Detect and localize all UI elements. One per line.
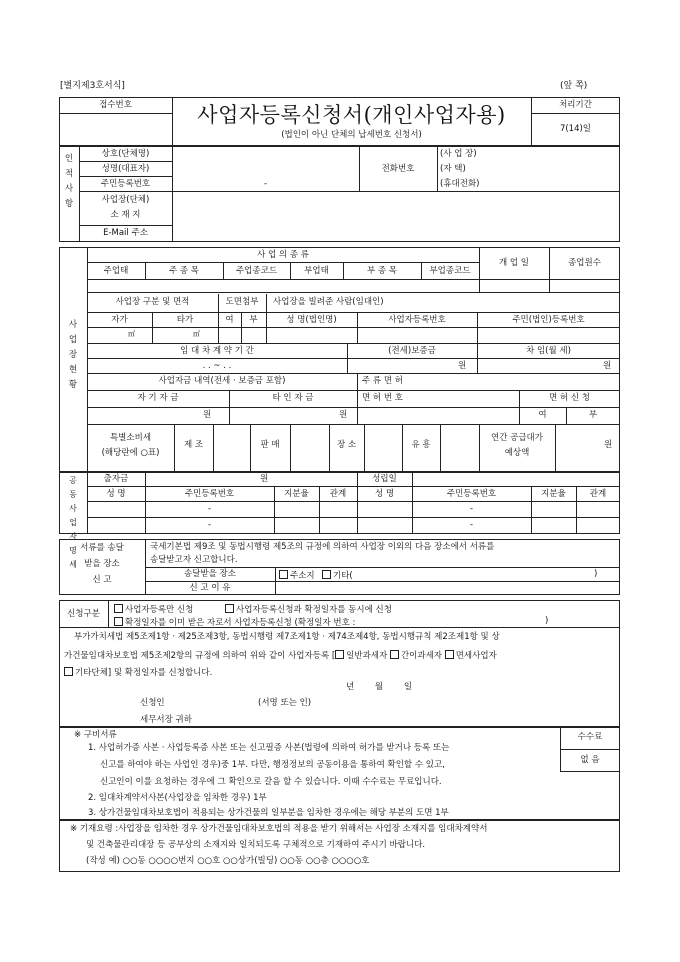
borrowed-won[interactable]: 원: [339, 410, 348, 420]
special-tax-sub: (해당란에 ○표): [101, 448, 160, 458]
fee-value: 없 음: [580, 755, 600, 765]
joint-rrn-dash-1[interactable]: -: [207, 504, 212, 514]
note-line-2: 및 건축물관리대장 등 공부상의 소재지와 일치되도록 구체적으로 기재하여 주시기 바랍니다.: [86, 840, 426, 850]
main-type-label: 주업태: [103, 266, 129, 276]
doc-item-1c: 신고인이 이를 요청하는 경우에 그 확인으로 갈음 할 수 있습니다. 이때 수수료는 무료입니다.: [100, 777, 442, 787]
page-subtitle: (법인이 아닌 단체의 납세번호 신청서): [281, 130, 422, 140]
open-date-label: 개 업 일: [498, 258, 530, 268]
drawing-no[interactable]: 부: [249, 315, 258, 325]
delivery-label-2: 받을 장소: [84, 559, 120, 569]
rrn-value[interactable]: -: [263, 179, 268, 189]
side-label: (앞 쪽): [560, 81, 588, 91]
capital-label: 사업자금 내역(전세 · 보증금 포함): [158, 376, 286, 386]
site-type-label: 사업장 구분 및 면적: [115, 297, 190, 307]
joint-share-label-2: 지분율: [541, 489, 566, 499]
special-tax-label: 특별소비세: [109, 433, 152, 443]
page-title: 사업자등록신청서(개인사업자용): [197, 103, 506, 127]
sub-item-label: 부 종 목: [366, 266, 398, 276]
delivery-label-1: 서류를 송달: [80, 543, 124, 553]
own-capital-won[interactable]: 원: [203, 410, 212, 420]
checkbox-exempt[interactable]: [445, 650, 454, 659]
doc-item-3: 3. 상가건물임대차보호법이 적용되는 상가건물의 일부분을 임차한 경우에는 해당 부분의 도면 1부: [88, 808, 449, 818]
apply-opt-3-close: ): [545, 616, 549, 626]
borrowed-label: 타 인 자 금: [272, 393, 314, 403]
own-capital-label: 자 기 자 금: [137, 393, 179, 403]
business-type-header: 사 업 의 종 류: [257, 250, 309, 260]
license-no[interactable]: 부: [588, 410, 598, 420]
documents-section: [59, 726, 620, 820]
checkbox-apply-1[interactable]: [114, 604, 123, 613]
statement-line-3: 기타단체] 및 확정일자를 신청합니다.: [64, 667, 212, 678]
statement-section: [59, 628, 620, 728]
main-code-label: 주업종코드: [235, 266, 278, 276]
phone-mobile[interactable]: (휴대전화): [440, 179, 480, 189]
apply-opt-1[interactable]: 사업자등록만 신청: [114, 604, 193, 615]
lessor-label: 사업장을 빌려준 사람(임대인): [273, 297, 384, 307]
checkbox-other[interactable]: [322, 570, 331, 579]
opt-address[interactable]: 주소지: [279, 570, 315, 581]
recipient-label: 세무서장 귀하: [140, 715, 192, 725]
lease-period-label: 임 대 차 계 약 기 간: [180, 346, 254, 356]
form-id: [별지제3호서식]: [60, 81, 125, 91]
statement-date[interactable]: 년 월 일: [346, 682, 413, 692]
apply-opt-2[interactable]: 사업자등록신청과 확정일자를 동시에 신청: [225, 604, 392, 615]
doc-item-1b: 신고를 하여야 하는 사업인 경우)중 1부. 다만, 행정정보의 공동이용을 통하여 확인할 수 있고,: [100, 760, 445, 770]
sub-type-label: 부업태: [304, 266, 329, 276]
checkbox-simplified[interactable]: [390, 650, 399, 659]
joint-relation-label-1: 관계: [329, 489, 347, 499]
fee-label: 수수료: [577, 732, 603, 742]
joint-share-label-1: 지분율: [284, 489, 309, 499]
processing-label: 처리기간: [559, 100, 592, 110]
annual-supply-label: 연간 공급대가: [491, 433, 543, 443]
business-side-label: 사업장현황: [68, 320, 78, 390]
address-label-2: 소 재 지: [110, 210, 141, 220]
manufacture-label: 제 조: [183, 440, 204, 450]
checkbox-apply-2[interactable]: [225, 604, 234, 613]
rent-label: 차 임(월 세): [526, 346, 571, 356]
doc-item-2: 2. 임대차계약서사본(사업장을 임차한 경우) 1부: [88, 793, 267, 803]
deposit-label: (전세)보증금: [388, 346, 436, 356]
lessor-brn-label: 사업자등록번호: [388, 315, 446, 325]
phone-home[interactable]: (자 택): [440, 164, 466, 174]
phone-label: 전화번호: [381, 164, 415, 174]
deposit-won[interactable]: 원: [458, 361, 467, 371]
apply-opt-3[interactable]: 확정일자를 이미 받은 자로서 사업자등록신청 (확정일자 번호 :: [114, 617, 355, 628]
statement-line-1: 부가가치세법 제5조제1항 · 제25조제3항, 동법시행령 제7조제1항 · 제74조제4항, 동법시행규칙 제2조제1항 및 상: [74, 632, 500, 642]
joint-relation-label-2: 관계: [589, 489, 607, 499]
signature-label[interactable]: (서명 또는 인): [258, 698, 312, 708]
sub-code-label: 부업종코드: [429, 266, 471, 276]
annual-won[interactable]: 원: [604, 440, 613, 450]
established-label: 성립일: [372, 474, 397, 484]
license-apply-label: 면 허 신 청: [549, 393, 590, 403]
joint-name-label-2: 성 명: [374, 489, 395, 499]
joint-rrn-dash-4[interactable]: -: [469, 520, 474, 530]
applicant-label: 신청인: [140, 698, 165, 708]
joint-rrn-dash-3[interactable]: -: [469, 504, 474, 514]
rrn-label: 주민등록번호: [100, 179, 151, 189]
personal-side-label: 인적사항: [64, 154, 74, 209]
own-sqm[interactable]: ㎡: [128, 330, 135, 338]
opt-other-close: ): [594, 569, 598, 579]
joint-rrn-label-2: 주민등록번호: [446, 489, 497, 499]
rent-won[interactable]: 원: [603, 361, 612, 371]
receipt-no-label: 접수번호: [99, 100, 132, 110]
documents-header: ※ 구비서류: [74, 730, 117, 740]
delivery-label-3: 신 고: [92, 575, 112, 585]
venue-label: 장 소: [336, 440, 357, 450]
drawing-label: 도면첨부: [225, 297, 259, 307]
delivery-reason-label: 신 고 이 유: [189, 583, 231, 593]
joint-side-label: 공동사업자명세: [69, 476, 77, 569]
email-label: E-Mail 주소: [103, 228, 148, 238]
employees-label: 종업원수: [568, 258, 601, 268]
joint-rrn-label-1: 주민등록번호: [184, 489, 235, 499]
name-label: 성명(대표자): [101, 164, 150, 174]
joint-rrn-dash-2[interactable]: -: [207, 520, 212, 530]
phone-work[interactable]: (사 업 장): [440, 149, 477, 159]
rented-label: 타가: [176, 315, 194, 325]
delivery-notice-2: 송달받고자 신고합니다.: [150, 555, 238, 565]
checkbox-apply-3[interactable]: [114, 617, 123, 626]
note-line-1: ※ 기재요령 :사업장을 임차한 경우 상가건물임대차보호법의 적용을 받기 위해서는 사업장 소재지를 임대차계약서: [70, 824, 488, 834]
own-label: 자가: [111, 315, 128, 325]
checkbox-general[interactable]: [335, 650, 344, 659]
sales-label: 판 매: [260, 440, 280, 450]
checkbox-other-org[interactable]: [64, 667, 73, 676]
statement-line-2: 가건물임대차보호법 제5조제2항의 규정에 의하여 위와 같이 사업자등록 [ 일반과세자 간이과세자 면세사업자: [64, 651, 497, 661]
address-label-1: 사업장(단체): [101, 195, 150, 205]
entertain-label: 유 흥: [411, 440, 431, 450]
checkbox-address[interactable]: [279, 570, 288, 579]
lease-period-value[interactable]: . . ~ . .: [202, 361, 232, 371]
license-yes[interactable]: 여: [538, 410, 547, 420]
processing-value: 7(14)일: [559, 124, 592, 134]
apply-label: 신청구분: [67, 609, 100, 619]
note-line-3: (작성 예) ○○동 ○○○○번지 ○○호 ○○상가(빌딩) ○○동 ○○층 ○○○○호: [86, 856, 370, 866]
license-no-label: 면 허 번 호: [362, 393, 403, 403]
trade-name-label: 상호(단체명): [101, 149, 150, 159]
investment-won[interactable]: 원: [260, 474, 269, 484]
joint-name-label-1: 성 명: [106, 489, 126, 499]
lessor-rrn-label: 주민(법인)등록번호: [512, 315, 585, 325]
rented-sqm[interactable]: ㎡: [193, 330, 200, 338]
lessor-name-label: 성 명(법인명): [286, 315, 337, 325]
drawing-yes[interactable]: 여: [225, 315, 234, 325]
delivery-place-label: 송달받을 장소: [184, 569, 236, 579]
opt-other[interactable]: 기타(: [322, 570, 353, 581]
delivery-notice-1: 국세기본법 제9조 및 동법시행령 제5조의 규정에 의하여 사업장 이외의 다음 장소에서 서류를: [150, 542, 495, 552]
doc-item-1a: 1. 사업허가증 사본 · 사업등록증 사본 또는 신고필증 사본(법령에 의하여 허가를 받거나 등록 또는: [88, 743, 450, 753]
liquor-label: 주 류 면 허: [362, 376, 403, 386]
investment-label: 출자금: [103, 474, 129, 484]
main-item-label: 주 종 목: [168, 266, 200, 276]
expected-label: 예상액: [504, 448, 530, 458]
